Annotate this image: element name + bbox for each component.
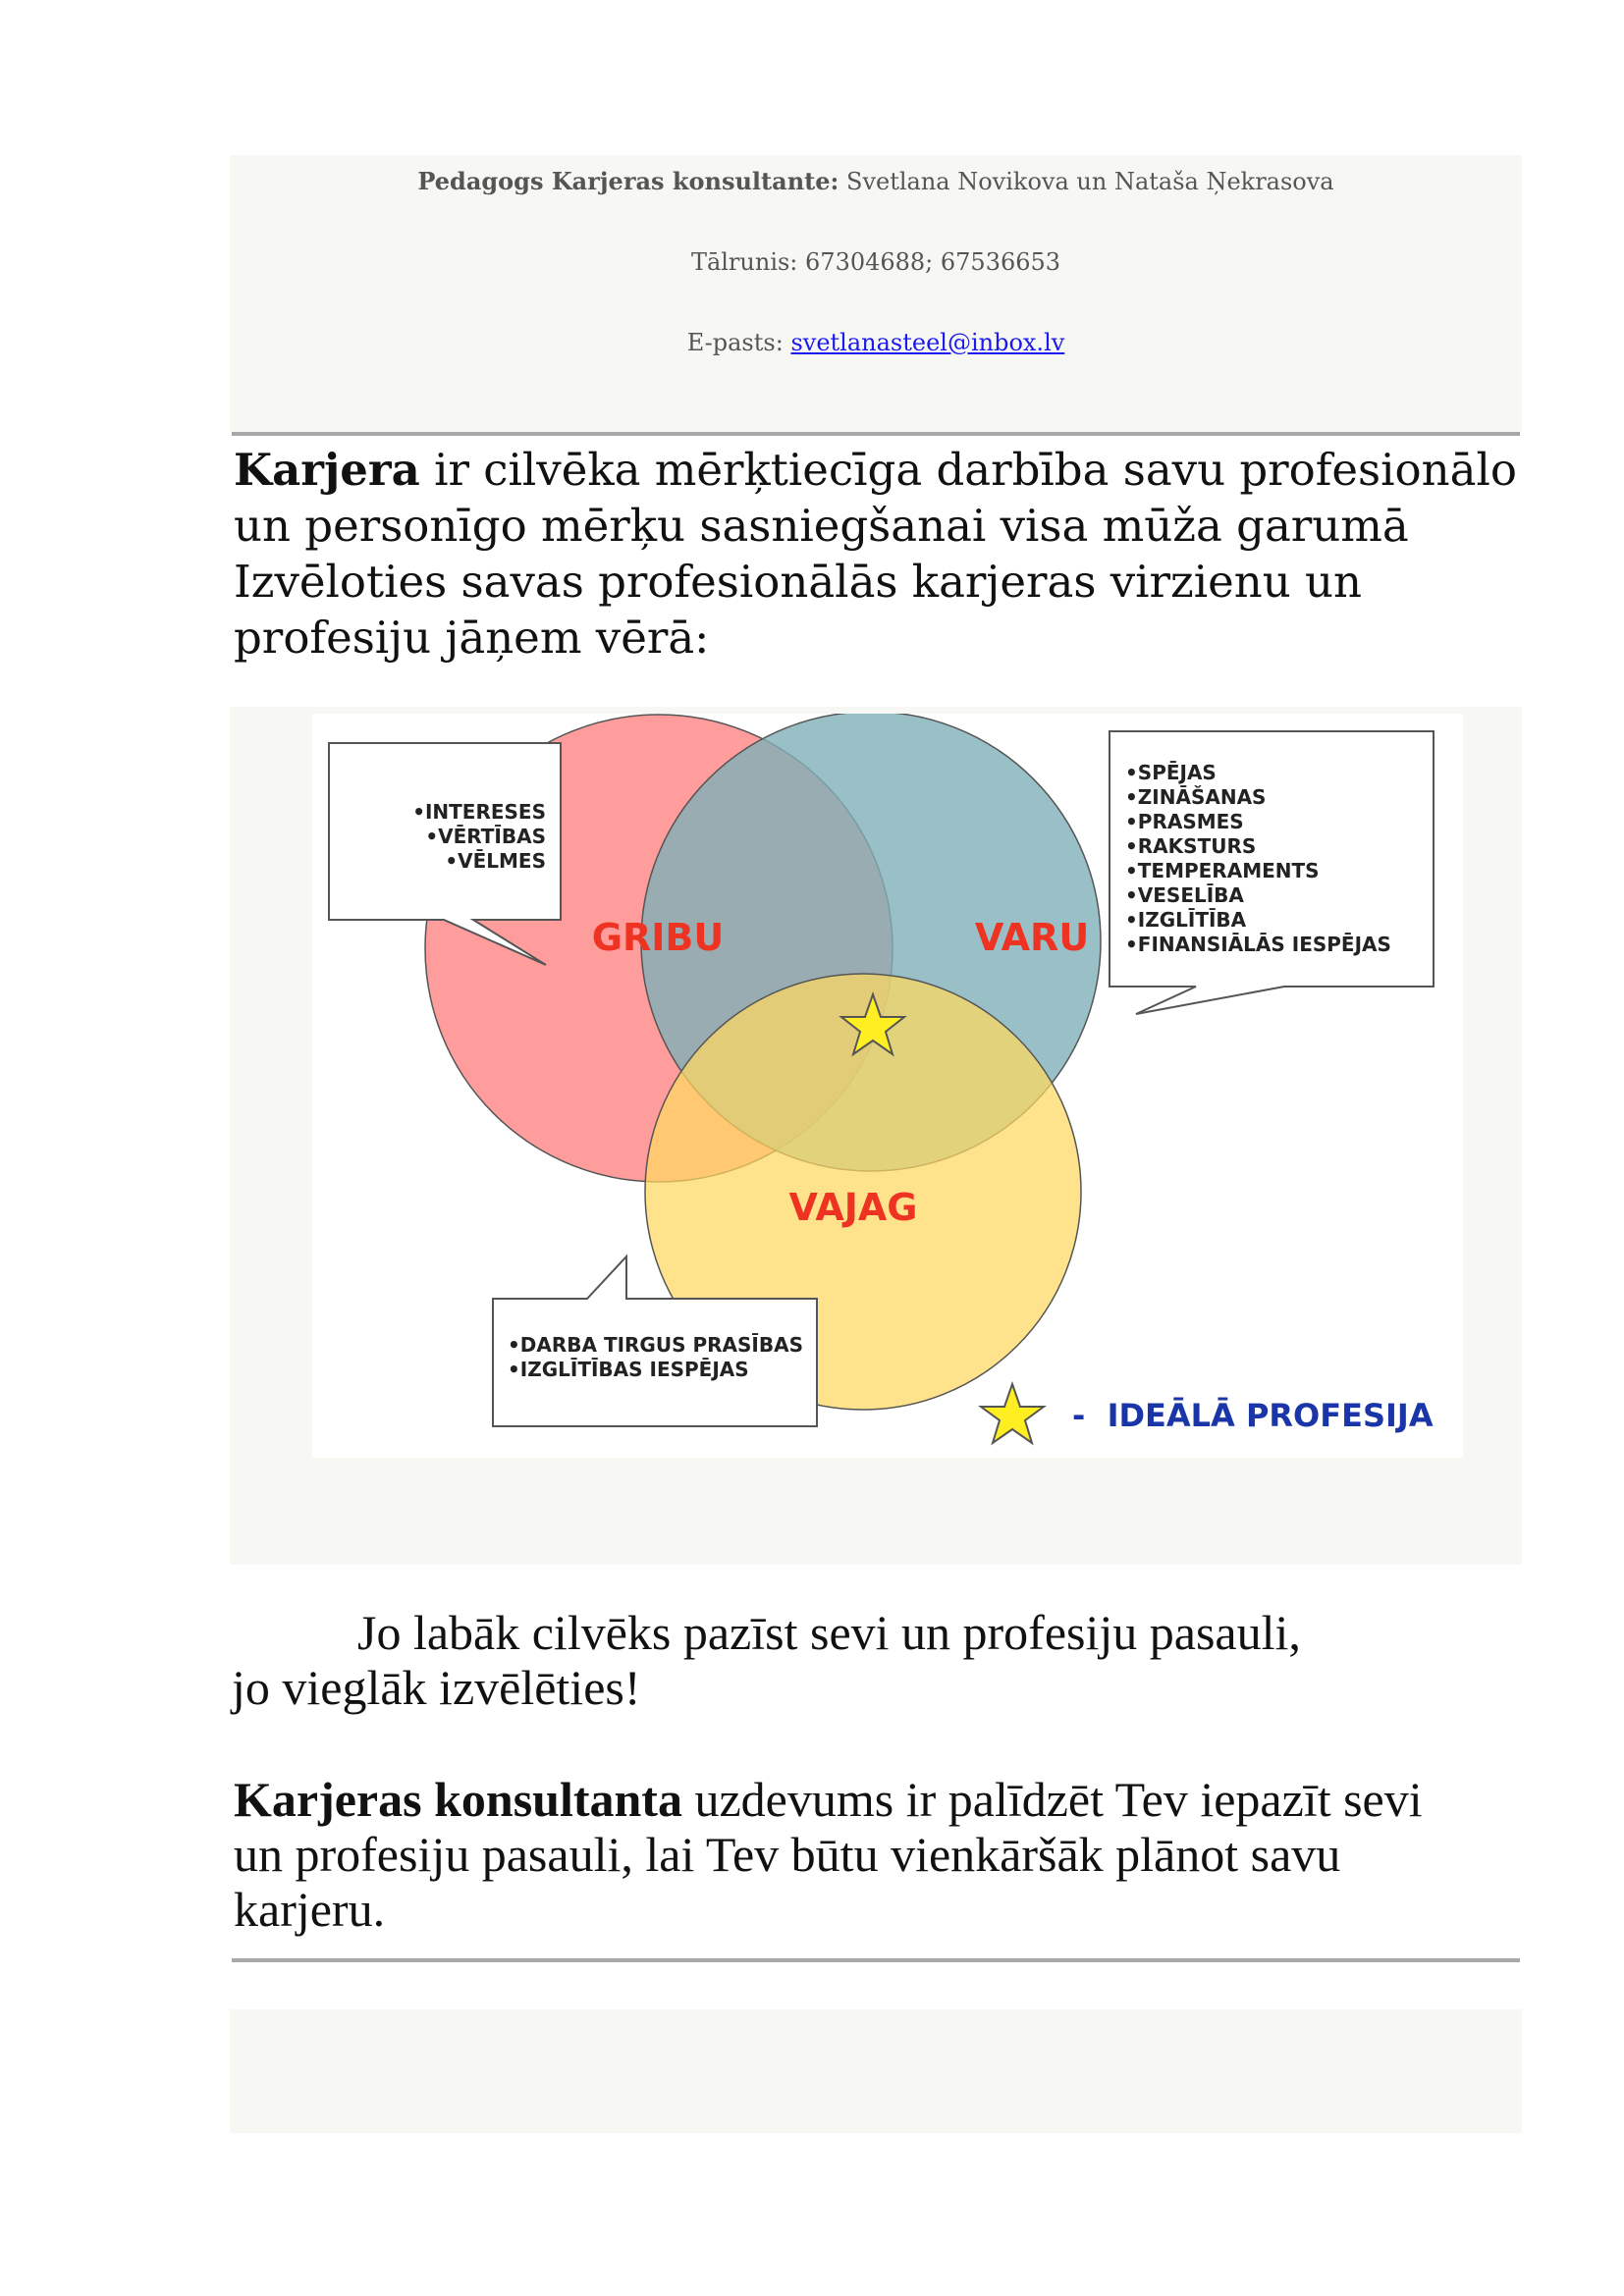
varu-item: •ZINĀŠANAS [1125,785,1267,809]
contact-box [230,155,1522,432]
email-line [230,329,1522,356]
intro-line-2: un personīgo mērķu sasniegšanai visa mūža garumā [234,500,1409,552]
vajag-item: •IZGLĪTĪBAS IESPĒJAS [508,1358,749,1381]
role-paragraph [234,1772,1530,1937]
role-line-1 [234,1772,1530,1827]
consultant-label: Pedagogs Karjeras konsultante: [417,167,839,195]
divider-bottom [232,1958,1520,1962]
consultant-line [230,167,1522,195]
varu-item: •IZGLĪTĪBA [1125,908,1247,932]
quote-paragraph [232,1605,1528,1715]
varu-item: •PRASMES [1125,810,1244,833]
diagram-box [230,707,1522,1565]
label-gribu: GRIBU [591,916,725,959]
intro-line-4: profesiju jāņem vērā: [234,612,710,664]
varu-item: •RAKSTURS [1125,834,1257,858]
role-line-3: karjeru. [234,1882,386,1937]
venn-diagram [312,714,1463,1458]
varu-item: •FINANSIĀLĀS IESPĒJAS [1125,933,1391,956]
intro-line-1-rest: ir cilvēka mērķtiecīga darbība savu profesionālo [434,444,1517,496]
gribu-item: •VĒLMES [445,849,546,873]
callout-varu [1110,731,1434,1014]
role-term: Karjeras konsultanta [234,1772,682,1827]
email-link[interactable]: svetlanasteel@inbox.lv [790,329,1065,356]
varu-item: •SPĒJAS [1125,761,1217,784]
quote-line-1: Jo labāk cilvēks pazīst sevi un profesiju pasauli, [357,1605,1301,1660]
gribu-item: •INTERESES [412,800,546,824]
intro-line-1 [234,442,1530,498]
role-line-1-rest: uzdevums ir palīdzēt Tev iepazīt sevi [694,1772,1423,1827]
role-line-2: un profesiju pasauli, lai Tev būtu vienkāršāk plānot savu [234,1827,1341,1882]
intro-term: Karjera [234,444,420,496]
legend-label: - IDEĀLĀ PROFESIJA [1072,1397,1434,1434]
divider-top [232,432,1520,436]
intro-paragraph [234,442,1530,666]
vajag-item: •DARBA TIRGUS PRASĪBAS [508,1333,803,1357]
label-varu: VARU [974,916,1090,959]
label-vajag: VAJAG [788,1186,918,1229]
intro-line-3: Izvēloties savas profesionālās karjeras virzienu un [234,556,1363,608]
varu-item: •VESELĪBA [1125,883,1244,907]
varu-item: •TEMPERAMENTS [1125,859,1320,882]
phone-line: Tālrunis: 67304688; 67536653 [690,248,1061,276]
gribu-item: •VĒRTĪBAS [425,825,546,848]
email-label: E-pasts: [686,329,784,356]
consultant-names: Svetlana Novikova un Nataša Ņekrasova [846,168,1334,195]
footer-box [230,2009,1522,2133]
quote-line-2: jo vieglāk izvēlēties! [232,1660,641,1715]
